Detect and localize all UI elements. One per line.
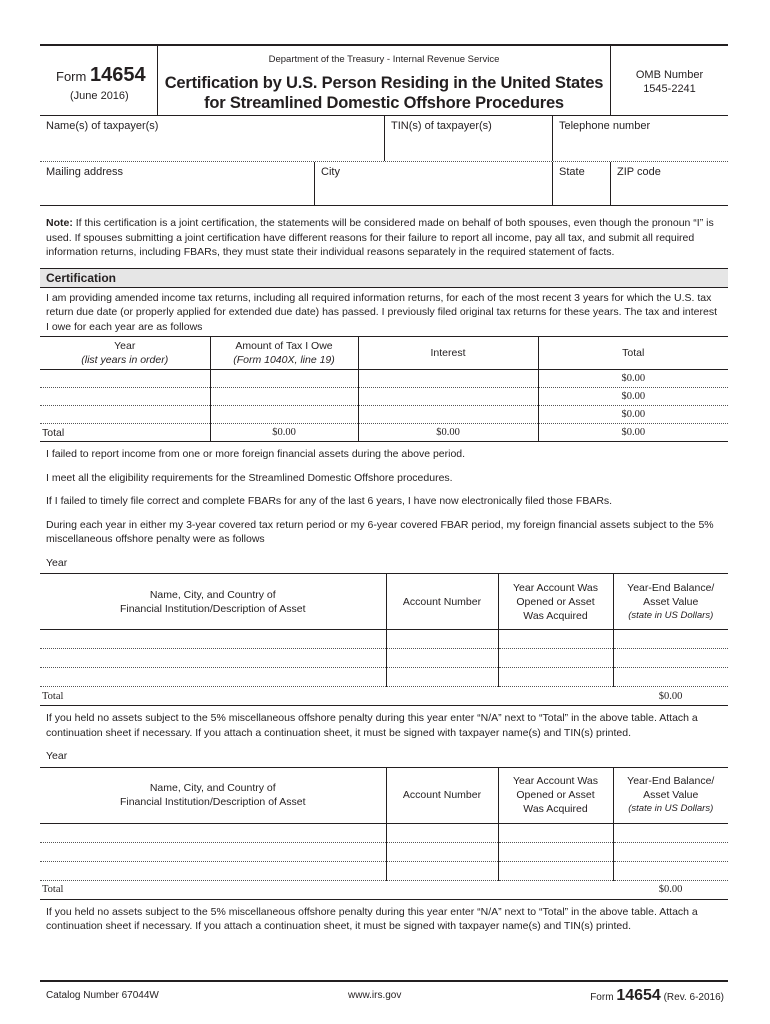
statement-fbar: If I failed to timely file correct and complete FBARs for any of the last 6 years, I have now electronically filed those FBARs.	[46, 495, 613, 507]
total-amount: $0.00	[210, 424, 358, 442]
opened-input[interactable]	[498, 649, 613, 668]
institution-input[interactable]	[40, 823, 386, 842]
certification-intro: I am providing amended income tax returns, including all required information returns, for each of the most recent 3 years for which the U.S. tax return due date (or properly applied for extended due date) has passed. I previously filed original tax returns for these years. The tax and interest I owe for each year are as follows	[46, 291, 718, 333]
account-input[interactable]	[386, 842, 498, 861]
note-text: If this certification is a joint certification, the statements will be considered made on behalf of both spouses, even though the pronoun “I” is used. If spouses submitting a joint certification have different reasons for their failure to report all income, pay all tax, and submit all required information returns, including FBARs, they must state their individual reasons separately in the required statement of facts.	[46, 217, 714, 258]
names-label: Name(s) of taxpayer(s)	[46, 120, 159, 132]
amount-input[interactable]	[210, 406, 358, 424]
col-year-opened: Year Account Was Opened or Asset Was Acquired	[498, 574, 613, 630]
footer-revision: (Rev. 6-2016)	[663, 992, 724, 1003]
tin-label: TIN(s) of taxpayer(s)	[391, 120, 492, 132]
col-balance: Year-End Balance/ Asset Value (state in US Dollars)	[613, 767, 728, 823]
interest-input[interactable]	[358, 388, 538, 406]
row-total: $0.00	[538, 406, 728, 424]
form-title	[158, 73, 610, 113]
certification-heading: Certification	[46, 270, 117, 285]
statement-assets: During each year in either my 3-year covered tax return period or my 6-year covered FBAR period, my foreign financial assets subject to the 5% miscellaneous offshore penalty were as follows	[46, 518, 714, 545]
mailing-label: Mailing address	[46, 166, 124, 178]
names-field[interactable]	[40, 116, 384, 161]
col-amount: Amount of Tax I Owe (Form 1040X, line 19)	[210, 337, 358, 370]
omb-block	[610, 46, 728, 115]
grand-total: $0.00	[538, 424, 728, 442]
state-field[interactable]	[552, 162, 610, 205]
phone-label: Telephone number	[559, 120, 651, 132]
asset-year-2[interactable]	[40, 740, 728, 767]
omb-number: 1545-2241	[643, 83, 696, 95]
table-row	[40, 649, 728, 668]
address-row	[40, 162, 728, 206]
asset-table-1	[40, 573, 728, 706]
amount-input[interactable]	[210, 388, 358, 406]
total-label[interactable]: Total	[40, 687, 386, 706]
balance-input[interactable]	[613, 630, 728, 649]
form-number: 14654	[89, 64, 146, 86]
account-input[interactable]	[386, 668, 498, 687]
department: Department of the Treasury - Internal Revenue Service	[268, 54, 500, 65]
col-interest: Interest	[358, 337, 538, 370]
table-row	[40, 388, 728, 406]
balance-input[interactable]	[613, 823, 728, 842]
institution-input[interactable]	[40, 668, 386, 687]
totals-row	[40, 687, 728, 706]
year-input[interactable]	[40, 388, 210, 406]
opened-input[interactable]	[498, 842, 613, 861]
opened-input[interactable]	[498, 823, 613, 842]
asset-instructions-1: If you held no assets subject to the 5% miscellaneous offshore penalty during this year enter “N/A” next to “Total” in the above table. Attach a continuation sheet if necessary. If you attach a continuation sheet, it must be signed with taxpayer name(s) and TIN(s) printed.	[46, 712, 698, 739]
year-label: Year	[46, 556, 68, 569]
table-row	[40, 823, 728, 842]
zip-label: ZIP code	[617, 166, 661, 178]
form-id-block	[40, 46, 158, 115]
row-total: $0.00	[538, 388, 728, 406]
asset-total: $0.00	[613, 687, 728, 706]
account-input[interactable]	[386, 861, 498, 880]
totals-row	[40, 880, 728, 899]
footer-form-number: 14654	[616, 987, 661, 1004]
catalog-number: Catalog Number 67044W	[46, 990, 159, 1001]
institution-input[interactable]	[40, 649, 386, 668]
interest-input[interactable]	[358, 370, 538, 388]
irs-website[interactable]: www.irs.gov	[348, 990, 402, 1001]
title-block	[158, 46, 610, 115]
form-footer	[40, 980, 728, 1008]
account-input[interactable]	[386, 649, 498, 668]
form-header	[40, 44, 728, 116]
col-account-number: Account Number	[386, 574, 498, 630]
title-line-1: Certification by U.S. Person Residing in the United States	[164, 74, 604, 92]
form-date: (June 2016)	[70, 90, 129, 102]
asset-table-2	[40, 767, 728, 900]
balance-input[interactable]	[613, 649, 728, 668]
statement-failed-report: I failed to report income from one or more foreign financial assets during the above period.	[46, 448, 466, 460]
table-row	[40, 370, 728, 388]
col-year: Year (list years in order)	[40, 337, 210, 370]
asset-year-1[interactable]	[40, 547, 728, 574]
total-label: Total	[40, 424, 210, 442]
table-row	[40, 842, 728, 861]
asset-total: $0.00	[613, 880, 728, 899]
year-label: Year	[46, 750, 68, 762]
institution-input[interactable]	[40, 630, 386, 649]
taxpayer-row	[40, 116, 728, 162]
col-institution: Name, City, and Country of Financial Institution/Description of Asset	[40, 574, 386, 630]
opened-input[interactable]	[498, 861, 613, 880]
tax-owed-table	[40, 336, 728, 442]
amount-input[interactable]	[210, 370, 358, 388]
state-label: State	[559, 166, 585, 178]
statement-eligibility: I meet all the eligibility requirements for the Streamlined Domestic Offshore procedures.	[46, 471, 453, 484]
asset-instructions-2: If you held no assets subject to the 5% miscellaneous offshore penalty during this year enter “N/A” next to “Total” in the above table. Attach a continuation sheet if necessary. If you attach a continuation sheet, it must be signed with taxpayer name(s) and TIN(s) printed.	[46, 905, 698, 932]
col-year-opened: Year Account Was Opened or Asset Was Acquired	[498, 767, 613, 823]
city-field[interactable]	[314, 162, 552, 205]
table-row	[40, 406, 728, 424]
col-institution: Name, City, and Country of Financial Institution/Description of Asset	[40, 767, 386, 823]
table-row	[40, 861, 728, 880]
year-input[interactable]	[40, 406, 210, 424]
certification-heading-bar	[40, 268, 728, 288]
col-account-number: Account Number	[386, 767, 498, 823]
balance-input[interactable]	[613, 861, 728, 880]
balance-input[interactable]	[613, 842, 728, 861]
row-total: $0.00	[538, 370, 728, 388]
zip-field[interactable]	[610, 162, 728, 205]
col-total: Total	[538, 337, 728, 370]
phone-field[interactable]	[552, 116, 728, 161]
institution-input[interactable]	[40, 861, 386, 880]
year-input[interactable]	[40, 370, 210, 388]
interest-input[interactable]	[358, 406, 538, 424]
mailing-field[interactable]	[40, 162, 314, 205]
note-label: Note:	[46, 217, 73, 229]
title-line-2: for Streamlined Domestic Offshore Procedures	[204, 94, 564, 112]
footer-form-id: Form 14654 (Rev. 6-2016)	[590, 987, 724, 1004]
totals-row	[40, 424, 728, 442]
table-row	[40, 630, 728, 649]
joint-note	[40, 216, 728, 260]
form-page	[40, 44, 728, 934]
city-label: City	[321, 166, 340, 178]
account-input[interactable]	[386, 630, 498, 649]
col-balance: Year-End Balance/ Asset Value (state in US Dollars)	[613, 574, 728, 630]
form-word: Form	[56, 69, 87, 84]
opened-input[interactable]	[498, 668, 613, 687]
opened-input[interactable]	[498, 630, 613, 649]
tin-field[interactable]	[384, 116, 552, 161]
account-input[interactable]	[386, 823, 498, 842]
total-interest: $0.00	[358, 424, 538, 442]
omb-label: OMB Number	[635, 69, 704, 81]
total-label[interactable]: Total	[40, 880, 386, 899]
table-row	[40, 668, 728, 687]
institution-input[interactable]	[40, 842, 386, 861]
balance-input[interactable]	[613, 668, 728, 687]
